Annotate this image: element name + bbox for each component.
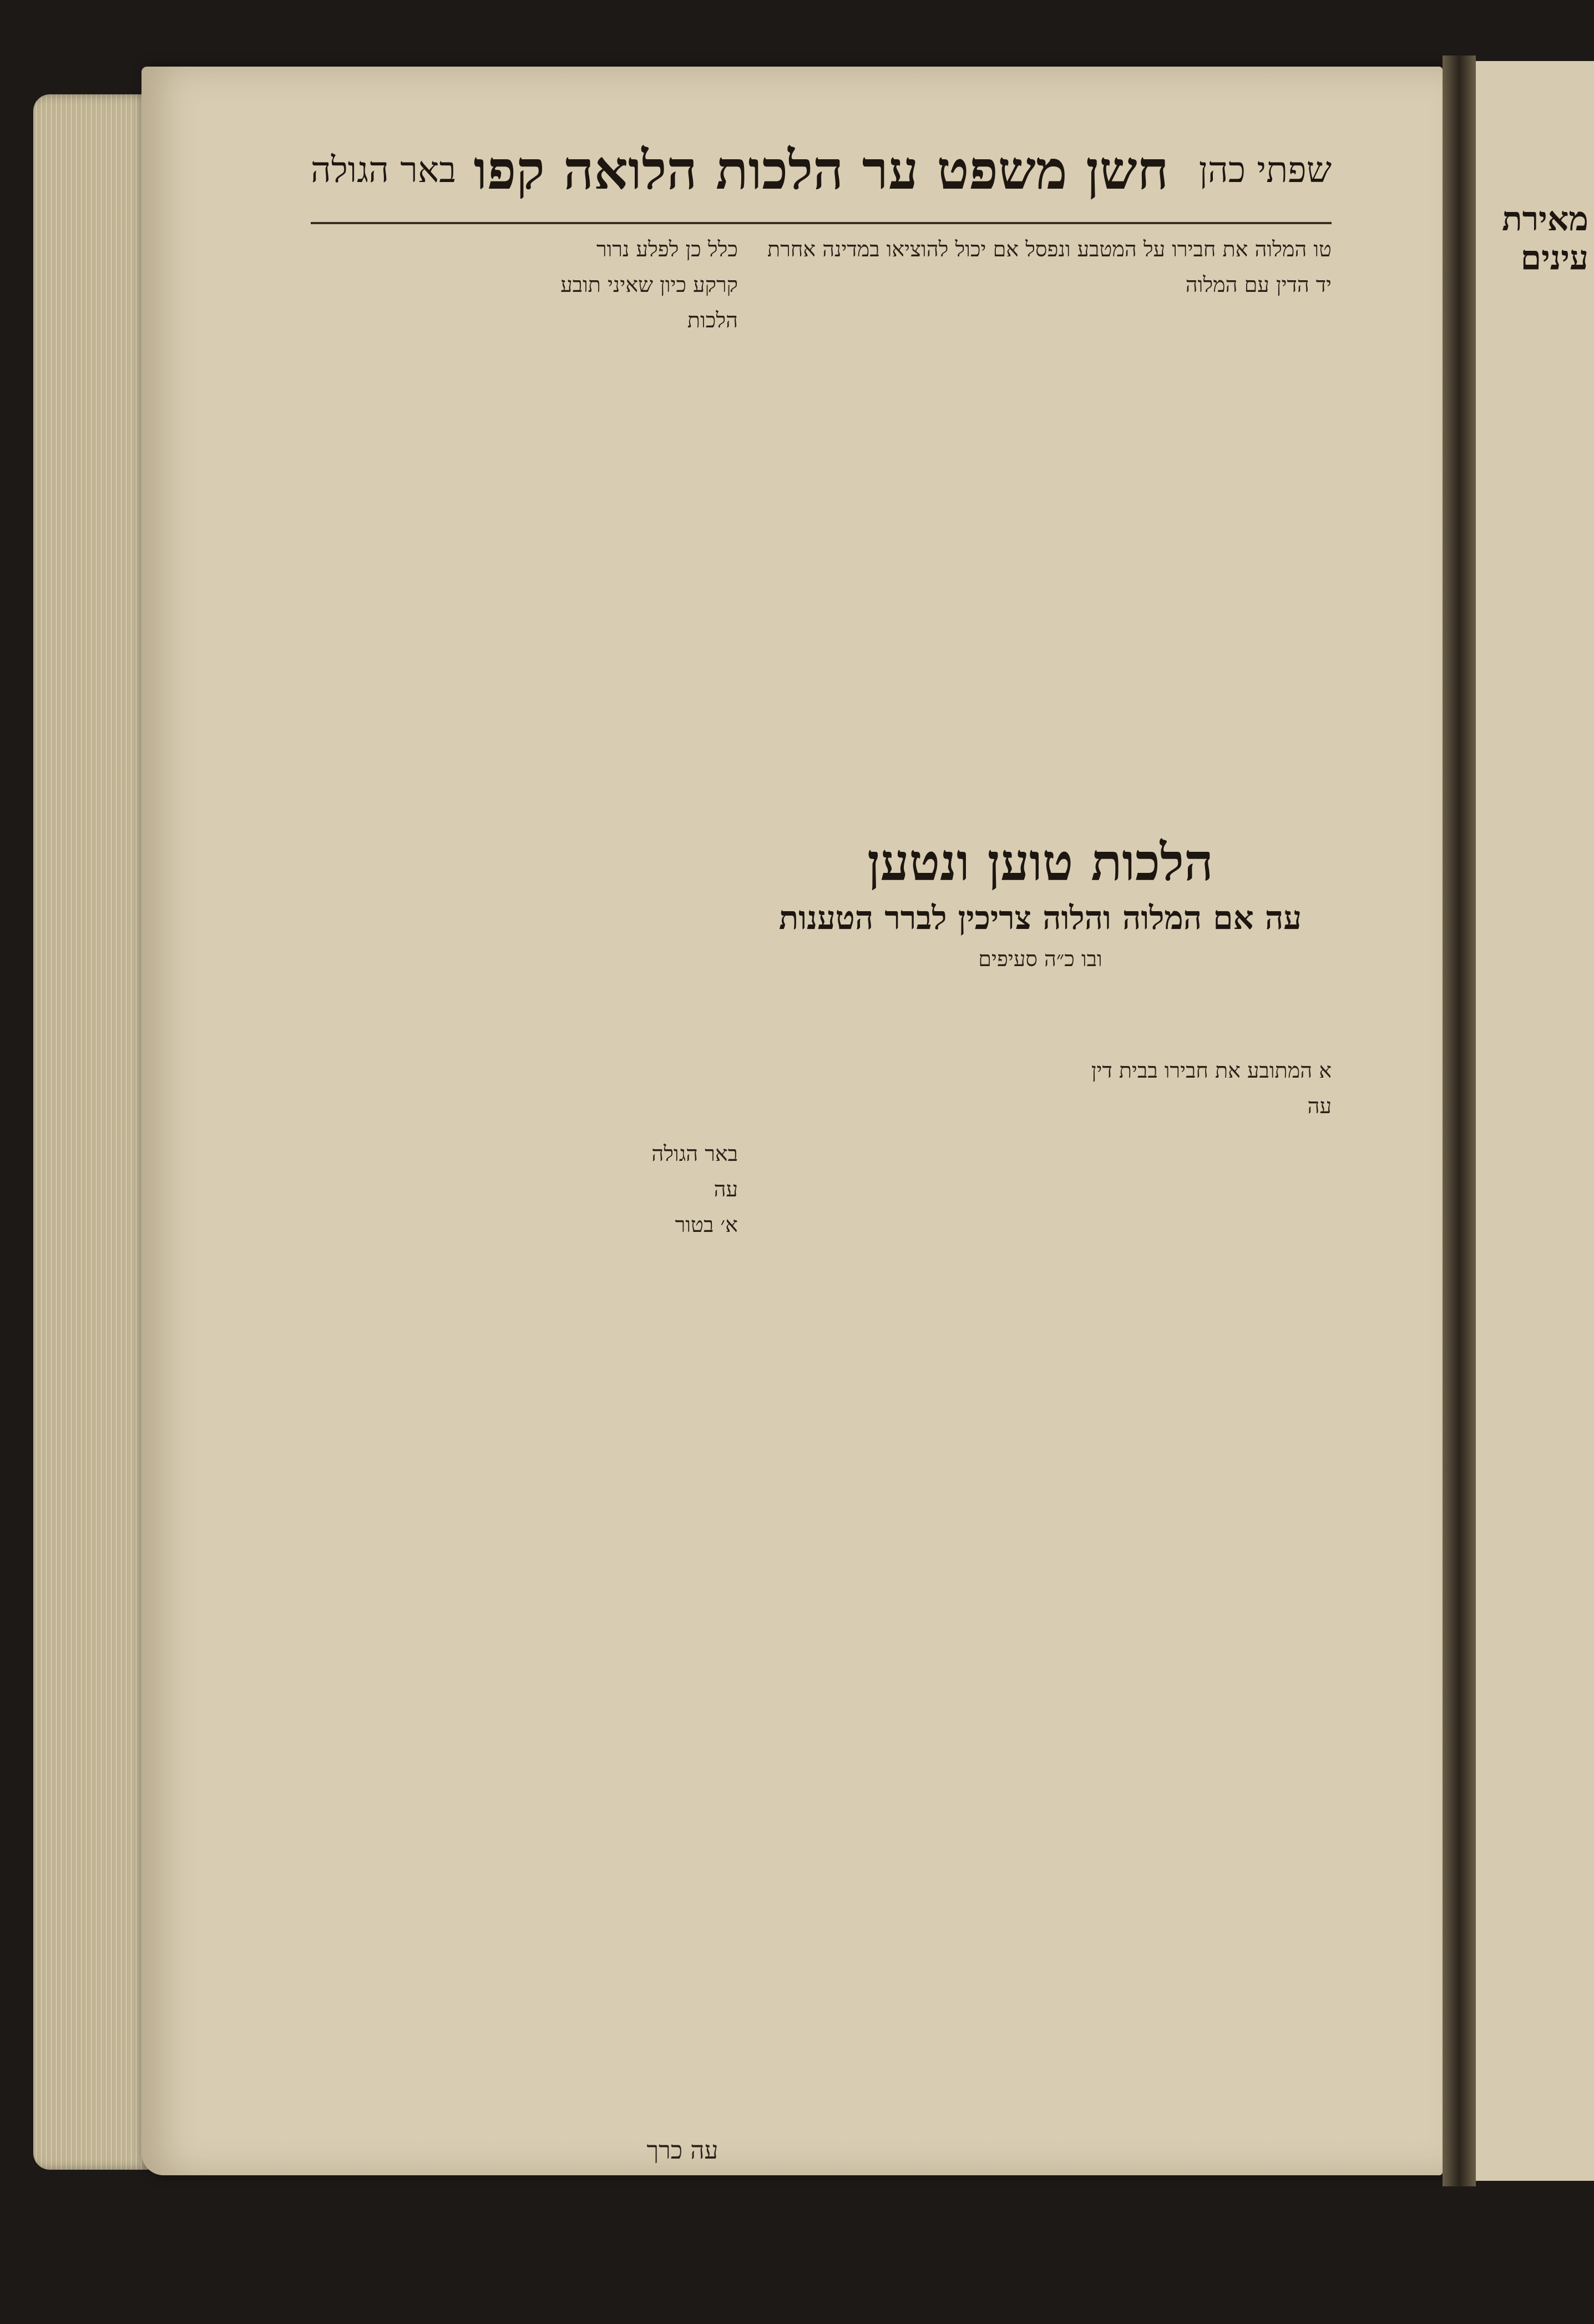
- running-title-text: חשן משפט ער הלכות הלואה: [563, 139, 1169, 201]
- section-title: הלכות טוען ונטען: [867, 832, 1213, 892]
- page-header-left-label: באר הגולה: [311, 150, 457, 191]
- commentary-column: [472, 233, 738, 1121]
- main-paragraph: עה: [1307, 1094, 1332, 1118]
- header-rule: [311, 222, 1332, 224]
- section-subtitle: עה אם המלוה והלוה צריכין לברר הטענות: [778, 899, 1302, 937]
- main-paragraph: טו המלוה את חבירו על המטבע ונפסל אם יכול להוציאו במדינה אחרת: [767, 237, 1332, 261]
- catchword: עה כרך: [646, 2136, 718, 2165]
- commentary-paragraph: הלכות: [687, 308, 738, 332]
- page-header-right-label: שפתי כהן: [1198, 150, 1332, 191]
- facing-page: [1476, 61, 1594, 2181]
- outer-paragraph: א׳ בטור: [675, 1212, 738, 1237]
- page-number: קפו: [473, 139, 545, 201]
- main-paragraph: א המתובע את חבירו בבית דין: [1091, 1058, 1332, 1083]
- book-page-edges: [33, 94, 150, 2170]
- commentary-paragraph: קרקע כיון שאיני תובע: [560, 272, 738, 297]
- outer-paragraph: עה: [713, 1177, 738, 1201]
- facing-page-header: מאירת עינים: [1502, 200, 1588, 277]
- main-text-column-lower: [749, 1054, 1332, 2109]
- outer-commentary-column: [311, 1138, 738, 2136]
- page-header: [311, 128, 1332, 222]
- commentary-paragraph: כלל כן לפלע נרור: [596, 237, 738, 261]
- running-title: [311, 139, 1332, 201]
- outer-paragraph: באר הגולה: [651, 1141, 738, 1166]
- main-paragraph: יד הדין עם המלוה: [1185, 272, 1332, 297]
- section-note: ובו כ״ה סעיפים: [978, 947, 1102, 971]
- book-gutter: [1443, 55, 1476, 2186]
